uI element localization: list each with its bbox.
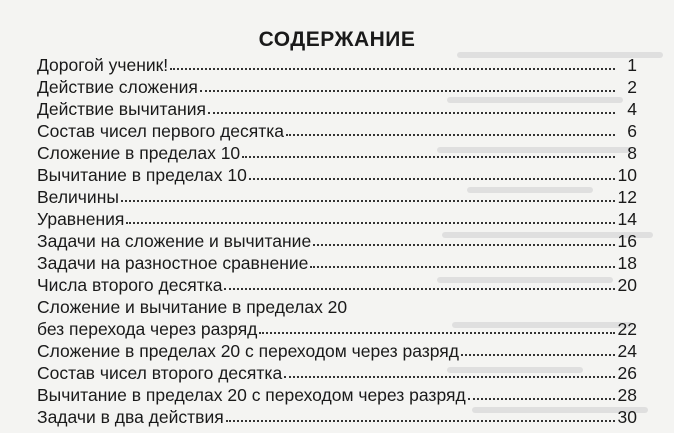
toc-page-number: 16 <box>617 231 637 251</box>
toc-page-number: 30 <box>617 407 637 427</box>
toc-page-number: 22 <box>617 319 637 339</box>
toc-entry-label: Величины <box>37 187 119 207</box>
dot-leader <box>200 90 615 92</box>
dot-leader <box>242 156 615 158</box>
dot-leader <box>286 134 615 136</box>
dot-leader <box>126 222 615 224</box>
toc-page-number: 12 <box>617 187 637 207</box>
toc-page-number: 18 <box>617 253 637 273</box>
dot-leader <box>313 244 615 246</box>
toc-entry[interactable] <box>37 296 637 318</box>
toc-entry[interactable] <box>37 98 637 120</box>
toc-entry[interactable] <box>37 120 637 142</box>
toc-entry[interactable] <box>37 142 637 164</box>
toc-entry[interactable] <box>37 164 637 186</box>
toc-entry[interactable] <box>37 274 637 296</box>
toc-page-number: 20 <box>617 275 637 295</box>
toc-entry[interactable] <box>37 54 637 76</box>
toc-entry[interactable] <box>37 318 637 340</box>
toc-page-number: 4 <box>627 99 637 119</box>
toc-entry[interactable] <box>37 406 637 428</box>
dot-leader <box>249 178 615 180</box>
toc-entry[interactable] <box>37 384 637 406</box>
table-of-contents <box>37 54 637 428</box>
toc-page-number: 26 <box>617 363 637 383</box>
toc-page-number: 8 <box>627 143 637 163</box>
dot-leader <box>310 266 615 268</box>
toc-page-number: 10 <box>617 165 637 185</box>
toc-page-number: 24 <box>617 341 637 361</box>
toc-entry[interactable] <box>37 76 637 98</box>
toc-entry[interactable] <box>37 252 637 274</box>
toc-entry[interactable] <box>37 340 637 362</box>
dot-leader <box>121 200 615 202</box>
toc-entry[interactable] <box>37 230 637 252</box>
toc-entry-label: Вычитание в пределах 10 <box>37 165 247 185</box>
toc-entry-label: без перехода через разряд <box>37 319 258 339</box>
dot-leader <box>284 376 615 378</box>
dot-leader <box>226 420 615 422</box>
toc-page-number: 28 <box>617 385 637 405</box>
dot-leader <box>461 354 615 356</box>
page-title: СОДЕРЖАНИЕ <box>258 28 416 51</box>
dot-leader <box>468 398 615 400</box>
toc-page-number: 2 <box>627 77 637 97</box>
toc-entry-label: Состав чисел первого десятка <box>37 121 285 141</box>
dot-leader <box>259 332 615 334</box>
toc-entry-label: Сложение и вычитание в пределах 20 <box>37 297 348 317</box>
toc-page-number: 1 <box>627 55 637 75</box>
toc-entry[interactable] <box>37 362 637 384</box>
toc-entry-label: Действие вычитания <box>37 99 207 119</box>
toc-entry-label: Сложение в пределах 10 <box>37 143 241 163</box>
dot-leader <box>208 112 615 114</box>
toc-entry[interactable] <box>37 186 637 208</box>
toc-entry-label: Задачи на разностное сравнение <box>37 253 309 273</box>
dot-leader <box>224 288 615 290</box>
toc-page-number: 14 <box>617 209 637 229</box>
toc-entry-label: Действие сложения <box>37 77 198 97</box>
dot-leader <box>170 68 615 70</box>
toc-entry-label: Задачи на сложение и вычитание <box>37 231 312 251</box>
toc-entry-label: Числа второго десятка <box>37 275 223 295</box>
toc-entry-label: Уравнения <box>37 209 125 229</box>
toc-entry[interactable] <box>37 208 637 230</box>
toc-entry-label: Сложение в пределах 20 с переходом через разряд <box>37 341 459 361</box>
toc-entry-label: Дорогой ученик! <box>37 55 169 75</box>
toc-entry-label: Задачи в два действия <box>37 407 224 427</box>
toc-entry-label: Состав чисел второго десятка <box>37 363 283 383</box>
toc-page-number: 6 <box>627 121 637 141</box>
toc-entry-label: Вычитание в пределах 20 с переходом через разряд <box>37 385 466 405</box>
